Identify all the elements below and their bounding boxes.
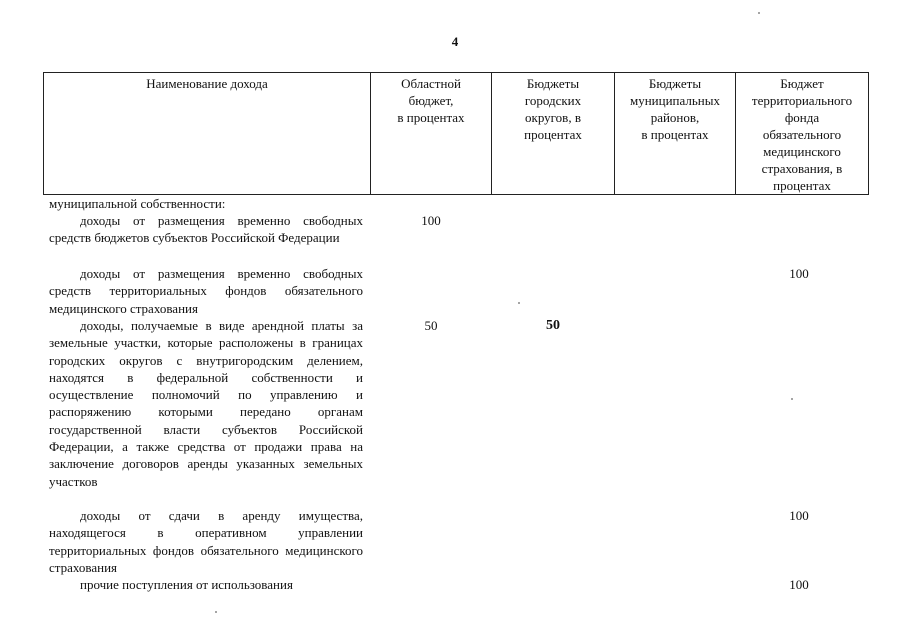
header-city-budgets: Бюджеты городских округов, в процентах xyxy=(492,73,615,195)
income-name: прочие поступления от использования xyxy=(80,577,293,592)
scan-speck xyxy=(791,398,793,400)
fund-percent: 100 xyxy=(789,266,809,281)
header-income-name: Наименование дохода xyxy=(44,73,371,195)
header-medical-fund-budget: Бюджет территориального фонда обязательного медицинского страхования, в процентах xyxy=(736,73,869,195)
income-name: доходы от сдачи в аренду имущества, находящегося в оперативном управлении территориальных фондов обязательного медицинского страхования xyxy=(49,508,363,575)
page-number: 4 xyxy=(451,34,459,49)
regional-percent: 100 xyxy=(421,213,441,228)
city-percent: 50 xyxy=(546,318,560,333)
scan-speck xyxy=(215,611,217,613)
header-regional-budget: Областной бюджет, в процентах xyxy=(371,73,492,195)
scan-speck xyxy=(518,302,520,304)
income-name: доходы, получаемые в виде арендной платы за земельные участки, которые расположены в границах городских округов с внутригородским делением, находятся в федеральной собственности и осуществление полномочий по управлению и распоряжению которыми передано органам государственной власти субъектов Российской Федерации, а также средства от продажи права на заключение договоров аренды указанных земельных участков xyxy=(49,318,363,489)
scan-speck xyxy=(758,12,760,14)
fund-percent: 100 xyxy=(789,577,809,592)
income-table-header xyxy=(43,72,869,195)
table-header-row xyxy=(44,73,869,195)
income-name: муниципальной собственности: xyxy=(49,196,226,211)
fund-percent: 100 xyxy=(789,508,809,523)
income-name: доходы от размещения временно свободных средств бюджетов субъектов Российской Федерации xyxy=(49,213,363,246)
header-municipal-budgets: Бюджеты муниципальных районов, в процентах xyxy=(615,73,736,195)
income-name: доходы от размещения временно свободных средств территориальных фондов обязательного медицинского страхования xyxy=(49,266,363,316)
regional-percent: 50 xyxy=(424,318,438,333)
